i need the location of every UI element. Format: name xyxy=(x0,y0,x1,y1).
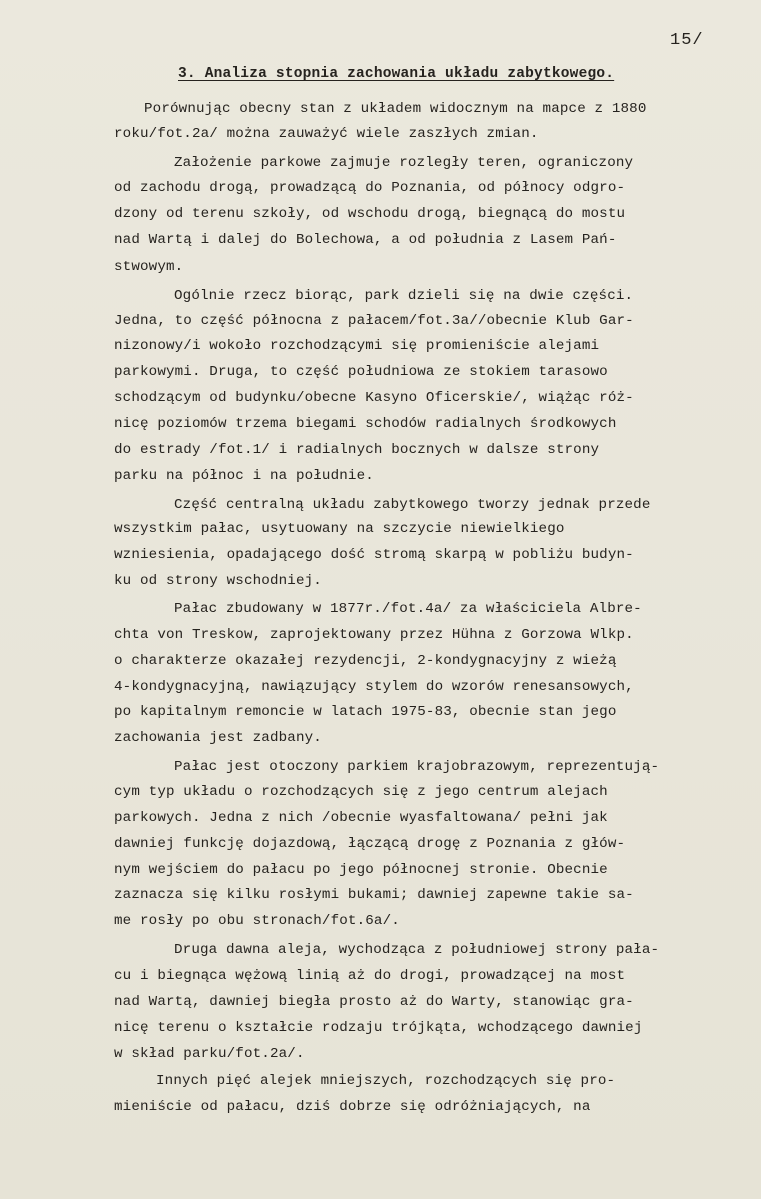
text-line: Założenie parkowe zajmuje rozległy teren, ograniczony xyxy=(174,155,634,171)
text-line: stwowym. xyxy=(114,259,184,275)
text-line: dawniej funkcję dojazdową, łączącą drogę z Poznania z głów- xyxy=(114,836,626,852)
text-line: cym typ układu o rozchodzących się z jego centrum alejach xyxy=(114,784,608,800)
text-line: chta von Treskow, zaprojektowany przez Hühna z Gorzowa Wlkp. xyxy=(114,627,634,643)
text-line: po kapitalnym remoncie w latach 1975-83, obecnie stan jego xyxy=(114,704,617,720)
text-line: Pałac zbudowany w 1877r./fot.4a/ za właściciela Albre- xyxy=(174,601,642,617)
text-line: o charakterze okazałej rezydencji, 2-kondygnacyjny z wieżą xyxy=(114,653,617,669)
text-line: dzony od terenu szkoły, od wschodu drogą, biegnącą do mostu xyxy=(114,206,626,222)
text-line: 4-kondygnacyjną, nawiązujący stylem do wzorów renesansowych, xyxy=(114,679,634,695)
text-line: parkowymi. Druga, to część południowa ze stokiem tarasowo xyxy=(114,364,608,380)
text-line: Ogólnie rzecz biorąc, park dzieli się na dwie części. xyxy=(174,288,634,304)
text-line: Jedna, to część północna z pałacem/fot.3a//obecnie Klub Gar- xyxy=(114,313,634,329)
section-heading: 3. Analiza stopnia zachowania układu zabytkowego. xyxy=(178,66,615,82)
text-line: Pałac jest otoczony parkiem krajobrazowym, reprezentują- xyxy=(174,759,660,775)
text-line: nicę poziomów trzema biegami schodów radialnych środkowych xyxy=(114,416,617,432)
text-line: zachowania jest zadbany. xyxy=(114,730,322,746)
text-line: me rosły po obu stronach/fot.6a/. xyxy=(114,913,400,929)
text-line: Porównując obecny stan z układem widocznym na mapce z 1880 xyxy=(144,101,647,117)
text-line: cu i biegnąca wężową linią aż do drogi, prowadzącej na most xyxy=(114,968,626,984)
text-line: nizonowy/i wokoło rozchodzącymi się promieniście alejami xyxy=(114,338,600,354)
text-line: nad Wartą i dalej do Bolechowa, a od południa z Lasem Pań- xyxy=(114,232,617,248)
text-line: roku/fot.2a/ można zauważyć wiele zaszłych zmian. xyxy=(114,126,539,142)
text-line: od zachodu drogą, prowadzącą do Poznania, od północy odgro- xyxy=(114,180,626,196)
text-line: ku od strony wschodniej. xyxy=(114,573,322,589)
text-line: schodzącym od budynku/obecne Kasyno Oficerskie/, wiążąc róż- xyxy=(114,390,634,406)
text-line: Druga dawna aleja, wychodząca z południowej strony pała- xyxy=(174,942,660,958)
text-line: nicę terenu o kształcie rodzaju trójkąta, wchodzącego dawniej xyxy=(114,1020,643,1036)
text-line: w skład parku/fot.2a/. xyxy=(114,1046,305,1062)
text-line: nad Wartą, dawniej biegła prosto aż do Warty, stanowiąc gra- xyxy=(114,994,634,1010)
text-line: do estrady /fot.1/ i radialnych bocznych w dalsze strony xyxy=(114,442,600,458)
text-line: wszystkim pałac, usytuowany na szczycie niewielkiego xyxy=(114,521,565,537)
text-line: nym wejściem do pałacu po jego północnej stronie. Obecnie xyxy=(114,862,608,878)
page-number: 15/ xyxy=(670,31,704,50)
text-line: parkowych. Jedna z nich /obecnie wyasfaltowana/ pełni jak xyxy=(114,810,608,826)
text-line: Innych pięć alejek mniejszych, rozchodzących się pro- xyxy=(156,1073,616,1089)
text-line: Część centralną układu zabytkowego tworzy jednak przede xyxy=(174,497,651,513)
text-line: wzniesienia, opadającego dość stromą skarpą w pobliżu budyn- xyxy=(114,547,634,563)
text-line: parku na północ i na południe. xyxy=(114,468,374,484)
text-line: mieniście od pałacu, dziś dobrze się odróżniających, na xyxy=(114,1099,591,1115)
text-line: zaznacza się kilku rosłymi bukami; dawniej zapewne takie sa- xyxy=(114,887,634,903)
